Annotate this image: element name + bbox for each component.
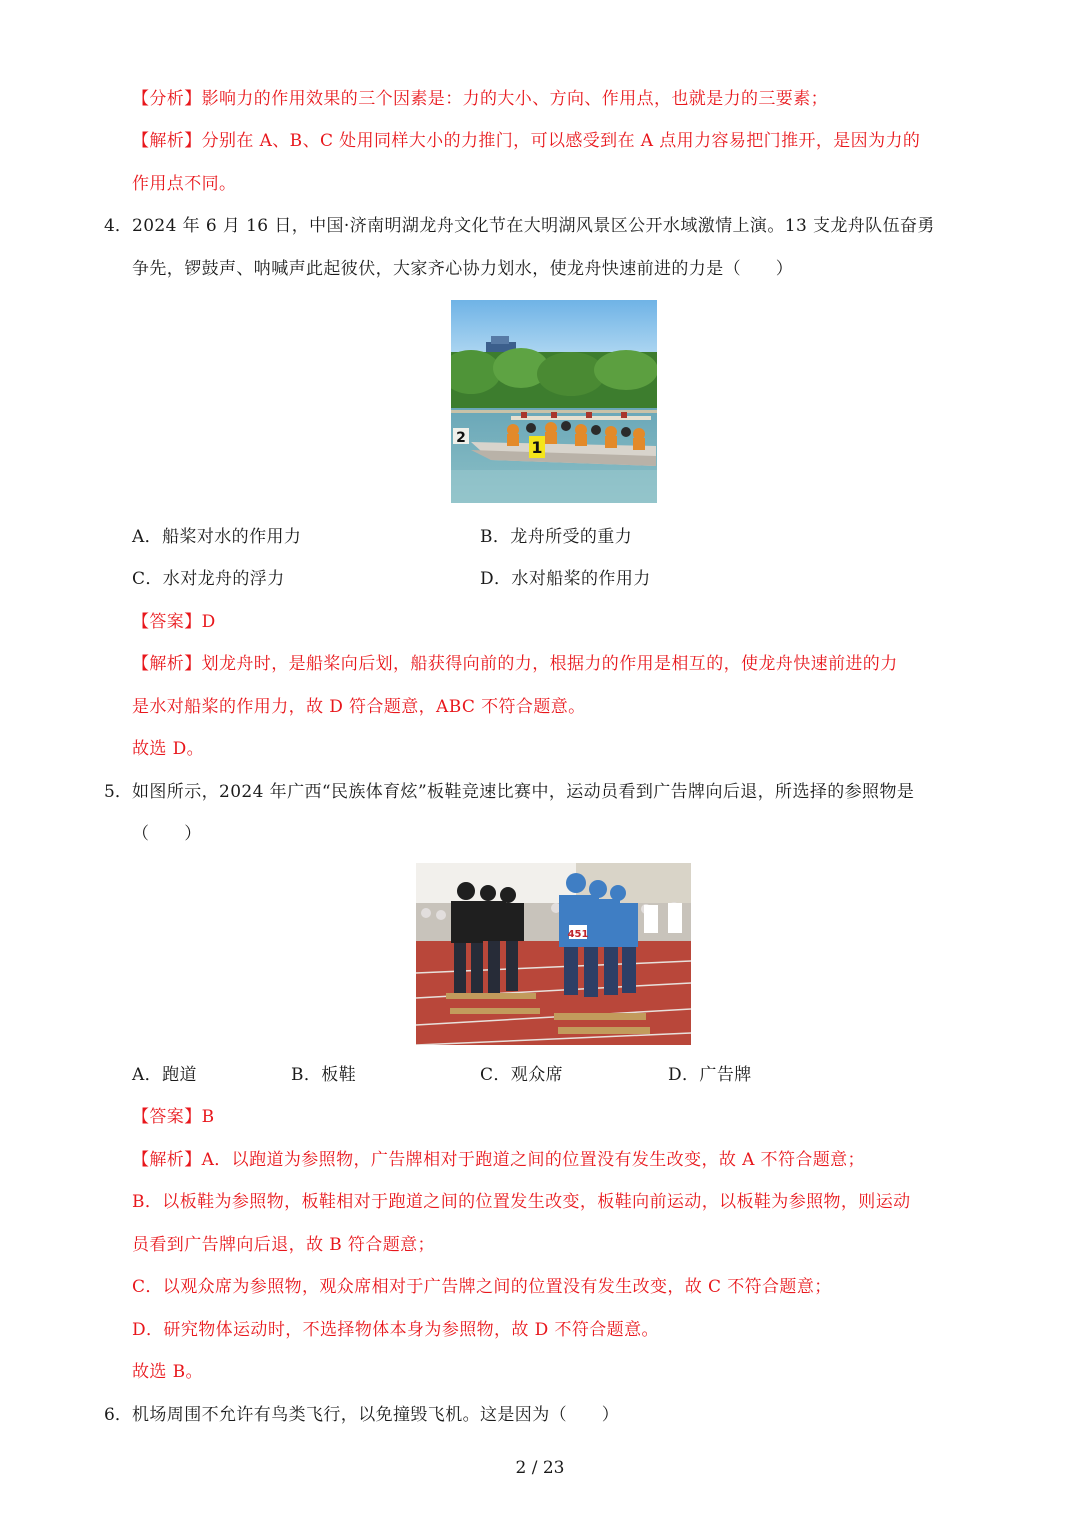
q5-option-a: A．跑道 <box>132 1065 197 1085</box>
explanation-line-1: 【解析】分别在 A、B、C 处用同样大小的力推门，可以感受到在 A 点用力容易把门推开，是因为力的 <box>132 131 921 151</box>
race-bib-number: 451 <box>567 929 589 940</box>
question-4-text-2: 争先，锣鼓声、呐喊声此起彼伏，大家齐心协力划水，使龙舟快速前进的力是（ ） <box>132 259 794 279</box>
question-5-number: 5． <box>104 782 132 802</box>
dragon-boat-photo <box>451 300 657 503</box>
q5-option-d: D．广告牌 <box>668 1065 752 1085</box>
question-5-text-1: 如图所示，2024 年广西“民族体育炫”板鞋竞速比赛中，运动员看到广告牌向后退，所选择的参照物是 <box>132 782 915 802</box>
explanation-line-2: 作用点不同。 <box>132 174 237 194</box>
q4-conclusion: 故选 D。 <box>132 739 205 759</box>
question-4-number: 4． <box>104 216 132 236</box>
q4-answer: 【答案】D <box>132 612 216 632</box>
q5-option-b: B．板鞋 <box>291 1065 357 1085</box>
q4-option-b: B．龙舟所受的重力 <box>480 527 633 547</box>
q4-option-a: A．船桨对水的作用力 <box>132 527 302 547</box>
q4-option-d: D．水对船桨的作用力 <box>480 569 651 589</box>
analysis-text: 【分析】影响力的作用效果的三个因素是：力的大小、方向、作用点，也就是力的三要素； <box>132 89 828 109</box>
q5-conclusion: 故选 B。 <box>132 1362 203 1382</box>
q5-explanation-c: C．以观众席为参照物，观众席相对于广告牌之间的位置没有发生改变，故 C 不符合题意； <box>132 1277 832 1297</box>
question-6-text-1: 机场周围不允许有鸟类飞行，以免撞毁飞机。这是因为（ ） <box>132 1405 620 1425</box>
q4-explanation-2: 是水对船桨的作用力，故 D 符合题意，ABC 不符合题意。 <box>132 697 586 717</box>
q4-explanation-1: 【解析】划龙舟时，是船桨向后划，船获得向前的力，根据力的作用是相互的，使龙舟快速前进的力 <box>132 654 898 674</box>
page-number: 2 / 23 <box>515 1458 565 1478</box>
q5-explanation-a: 【解析】A．以跑道为参照物，广告牌相对于跑道之间的位置没有发生改变，故 A 不符合题意； <box>132 1150 865 1170</box>
q5-explanation-b-1: B．以板鞋为参照物，板鞋相对于跑道之间的位置发生改变，板鞋向前运动，以板鞋为参照物，则运动 <box>132 1192 911 1212</box>
question-6-number: 6． <box>104 1405 132 1425</box>
q5-explanation-b-2: 员看到广告牌向后退，故 B 符合题意； <box>132 1235 435 1255</box>
q5-option-c: C．观众席 <box>480 1065 564 1085</box>
question-4-text-1: 2024 年 6 月 16 日，中国·济南明湖龙舟文化节在大明湖风景区公开水域激情上演。13 支龙舟队伍奋勇 <box>132 216 935 236</box>
boat-number-2: 2 <box>456 430 466 446</box>
q5-answer: 【答案】B <box>132 1107 215 1127</box>
q5-explanation-d: D．研究物体运动时，不选择物体本身为参照物，故 D 不符合题意。 <box>132 1320 659 1340</box>
board-shoe-race-photo <box>416 863 691 1045</box>
q4-option-c: C．水对龙舟的浮力 <box>132 569 285 589</box>
question-5-text-2: （ ） <box>132 824 202 844</box>
boat-number-1: 1 <box>531 438 543 457</box>
